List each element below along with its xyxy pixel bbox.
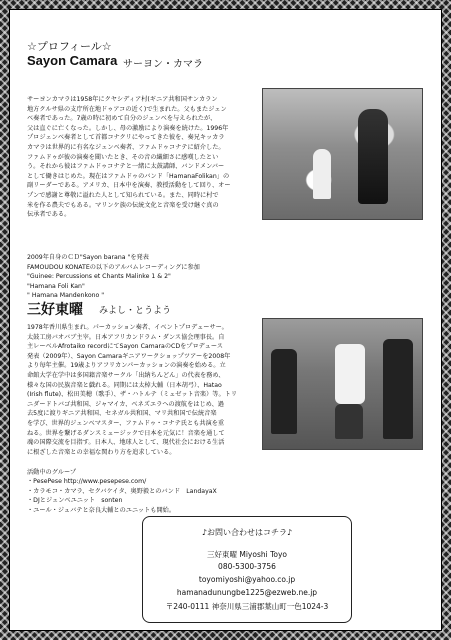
photo-figure-child [313, 149, 331, 199]
photo-figure-dancer [358, 109, 388, 204]
photo-figure-drummer [335, 344, 365, 404]
contact-email-secondary: hamanadunungbe1225@ezweb.ne.jp [176, 588, 318, 597]
flyer-page [10, 10, 441, 630]
contact-box [142, 516, 352, 623]
contact-email-primary: toyomiyoshi@yahoo.co.jp [198, 575, 296, 584]
performer-photo [262, 88, 423, 220]
photo-figure-left [271, 349, 297, 434]
photo-drum [335, 404, 363, 439]
performer-biography: サーヨンカマラは1958年にクヤシディア村(ギニア共和国サンカラン 地方クルサ県の支庁所在地ドゥアコの近く)で生まれた。父もまたジェン ベ奏者であった。7歳の時に初めて自分のジェンベを与えられたが、 父は直ぐに亡くなった。しかし、母の激励により演奏を続けた。1996年 プロジェンベ奏者として首都コナクリにやってきた彼を、奏兄キッカラ カマラは世界的に有名なジェンベ奏者、ファムドゥコナテに紹介した。 ファムドゥが彼の演奏を聞いたとき、その音の繊細さに感嘆したとい う。それから彼はファムドゥコナテと一緒に太鼓講師、バンドメンバー として働きはじめた。現在はファムドゥのバンド「HamanaFolikan」の 副リーダーである。アメリカ、日本中を演奏、教授活動をして回り、オー プンで感謝と尊敬に溢れた人として知られている。また、同時に村で 米を作る農夫でもある。マリンケ族の伝統文化と音楽を受け継ぐ真の 伝承者である。 [27, 96, 231, 219]
discography-text: 2009年自身のＣＤ"Sayon barana "を発表 FAMOUDOU KONATEの以下のアルバムレコーディングに参加 "Guinee: Percussions et Chants Malinke 1 & 2" "Hamana Foli Kan" " Hamana Mandenkono " [27, 254, 200, 300]
activities-heading: 活動中のグループ [27, 468, 77, 476]
performer-name-english: Sayon Camara [27, 53, 118, 68]
photo-figure-right [383, 339, 413, 439]
profile-heading: ☆プロフィール☆ [27, 40, 112, 53]
producer-biography: 1978年香川県生まれ。パーカッション奏者、イベントプロデューサー。 太鼓工房バオバブ主宰。日本アフリカンドラム・ダンス協会理事長。自 主レーベルAfrotaiko recordにてSayon CamaraのCDをプロデュース 発表（2009年）、Sayon Camaraギニアワークショップツアーを2008年 より毎年主催。19歳よりアフリカンパーカッションの演奏を始める。立 命館大学在学中は多国籍音楽サークル「出納ちんどん」の代表を務め、 様々な国の民族音楽と戯れる。同期には太棹大輔（日本胡弓）、Hatao (Irish flute)、松田美穂（歌手）、ザ・ハトルテ（ミュゼット音楽）等。トリ ニダードトバゴ共和国、ジャマイカ、ベネズエラへの渡航をはじめ、過 去5度に渡りギニア共和国、セネガル共和国、マリ共和国で伝統音楽 を学び、世界的ジェンベマスター、ファムドゥ・コナテ氏とも共演を重 ねる。世界を繋げるダンスミュージックで日本を元気に！音楽を通して 魂の国際交流を目指す。日本人、地球人として、現代社会における生活 に根ざした音楽との幸福な関わり方を追求している。 [27, 324, 238, 456]
contact-phone: 080-5300-3756 [218, 562, 276, 571]
contact-name: 三好東曜 Miyoshi Toyo [206, 550, 288, 559]
activities-list: ・PesePese http://www.pesepese.com/ ・カラモコ・カマラ、セクバケイタ、奥野毅とのバンド LandayaX ・DJとジェンベユニット sonten ・ユール・ジュバテと奈良大輔とのユニットも開始。 [27, 478, 217, 514]
producer-name-japanese: 三好東曜 [27, 302, 83, 318]
producer-name-kana: みよし・とうよう [99, 306, 172, 316]
performer-name-kana: サーヨン・カマラ [123, 59, 203, 70]
producer-photo [262, 318, 423, 450]
contact-title: ♪お問い合わせはコチラ♪ [201, 528, 293, 537]
contact-address: 〒240-0111 神奈川県三浦郡葉山町一色1024-3 [165, 602, 329, 611]
